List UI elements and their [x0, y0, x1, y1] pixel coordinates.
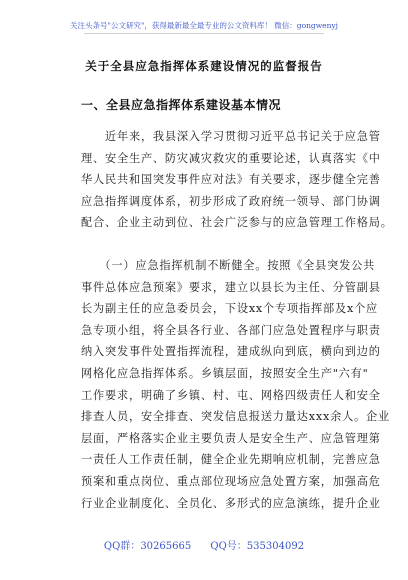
paragraph-line: 华人民共和国突发事件应对法》有关要求，逐步健全完善: [81, 173, 381, 187]
paragraph-line: 近年来，我县深入学习贯彻习近平总书记关于应急管: [81, 130, 381, 143]
paragraph-line: 事件总体应急预案》要求，建立以县长为主任、分管副县: [81, 280, 381, 294]
paragraph-line: 网格化应急指挥体系。乡镇层面，按照安全生产"六有": [81, 366, 369, 380]
paragraph-line: 长为副主任的应急委员会，下设xx个专项指挥部及x个应: [81, 302, 379, 316]
paragraph-line: （一）应急指挥机制不断健全。按照《全县突发公共: [81, 259, 376, 272]
paragraph-line: 应急指挥调度体系，初步形成了政府统一领导、部门协调: [81, 194, 381, 208]
footer: [0, 537, 408, 552]
paragraph-line: 预案和重点岗位、重点部位现场应急处置方案，加强高危: [81, 474, 381, 488]
paragraph-line: 一责任人工作责任制，健全企业先期响应机制，完善应急: [81, 453, 381, 467]
paragraph-line: 配合、企业主动到位、社会广泛参与的应急管理工作格局。: [81, 216, 393, 230]
top-banner: 关注头条号"公文研究"，获得最新最全最专业的公文资料库！ 微信：gongwenyj: [70, 21, 338, 30]
footer-qq-number: QQ号：535304092: [210, 541, 305, 552]
paragraph-line: 理、安全生产、防灾减灾救灾的重要论述，认真落实《中: [81, 151, 381, 165]
paragraph-line: 急专项小组，将全县各行业、各部门应急处置程序与职责: [81, 323, 381, 337]
paragraph-line: 层面，严格落实企业主要负责人是安全生产、应急管理第: [81, 431, 381, 445]
paragraph-2: [81, 255, 391, 514]
document-title: 关于全县应急指挥体系建设情况的监督报告: [85, 59, 323, 73]
paragraph-line: 工作要求，明确了乡镇、村、屯、网格四级责任人和安全: [81, 388, 381, 402]
paragraph-line: 纳入突发事件处置指挥流程，建成纵向到底，横向到边的: [81, 345, 381, 359]
paragraph-line: 行业企业制度化、全员化、多形式的应急演练，提升企业: [81, 496, 381, 510]
header-divider: [84, 33, 324, 34]
paragraph-line: 排查人员，安全排查、突发信息报送力量达xxx余人。企业: [81, 410, 391, 424]
paragraph-1: [81, 126, 393, 234]
footer-qq-group: QQ群：30265665: [103, 541, 192, 552]
section-heading: 一、全县应急指挥体系建设基本情况: [81, 98, 282, 112]
